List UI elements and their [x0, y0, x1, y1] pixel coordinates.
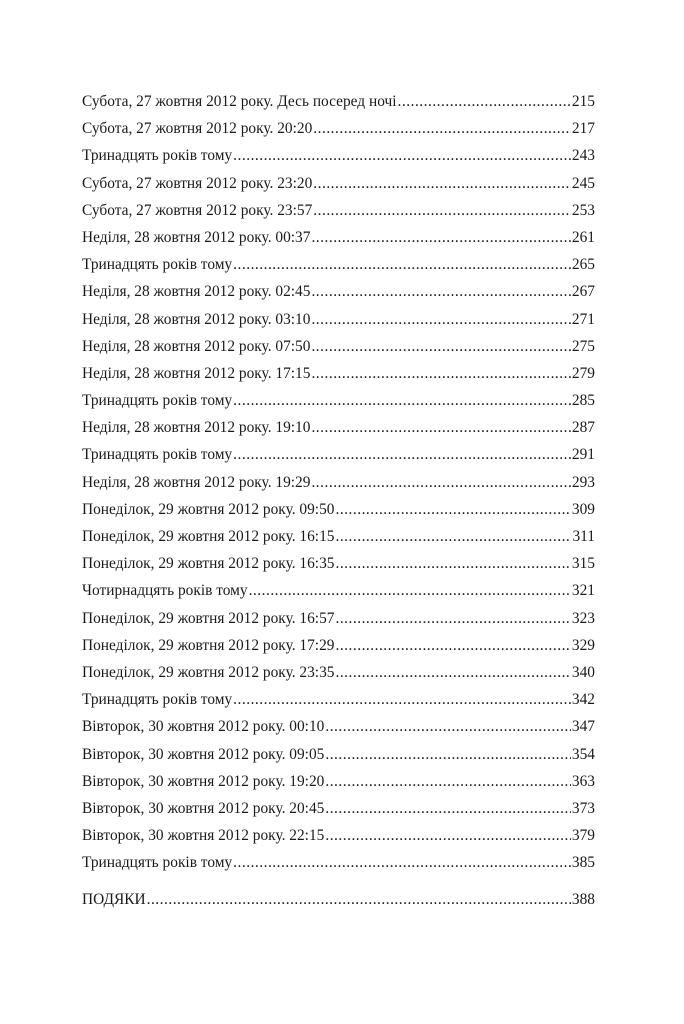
entry-title: Вівторок, 30 жовтня 2012 року. 19:20 [82, 772, 325, 790]
table-of-contents [82, 88, 595, 914]
dot-leader [335, 523, 571, 550]
toc-entry [82, 795, 595, 822]
entry-title: Субота, 27 жовтня 2012 року. 23:20 [82, 174, 313, 192]
toc-entry [82, 142, 595, 169]
toc-entry [82, 197, 595, 224]
entry-page-number: 275 [571, 337, 595, 355]
entry-title: Вівторок, 30 жовтня 2012 року. 22:15 [82, 827, 325, 845]
entry-page-number: 271 [571, 310, 595, 328]
dot-leader [311, 333, 570, 360]
entry-page-number: 245 [571, 174, 595, 192]
entry-title: Вівторок, 30 жовтня 2012 року. 00:10 [82, 718, 325, 736]
entry-page-number: 323 [571, 609, 595, 627]
dot-leader [233, 849, 571, 876]
dot-leader [325, 822, 571, 849]
entry-title: Чотирнадцять років тому [82, 582, 248, 600]
toc-entry [82, 496, 595, 523]
toc-entry [82, 550, 595, 577]
entry-title: ПОДЯКИ [82, 891, 146, 909]
toc-entry [82, 251, 595, 278]
entry-title: Тринадцять років тому [82, 691, 233, 709]
entry-page-number: 321 [571, 582, 595, 600]
toc-entry [82, 686, 595, 713]
toc-entry [82, 387, 595, 414]
toc-entry [82, 577, 595, 604]
entry-page-number: 388 [571, 891, 595, 909]
toc-entry [82, 306, 595, 333]
entry-title: Тринадцять років тому [82, 147, 233, 165]
dot-leader [335, 496, 570, 523]
entry-title: Неділя, 28 жовтня 2012 року. 19:29 [82, 473, 311, 491]
dot-leader [335, 605, 570, 632]
toc-entry [82, 333, 595, 360]
entry-title: Вівторок, 30 жовтня 2012 року. 20:45 [82, 799, 325, 817]
dot-leader [233, 251, 571, 278]
entry-page-number: 329 [571, 636, 595, 654]
entry-title: Понеділок, 29 жовтня 2012 року. 23:35 [82, 663, 335, 681]
dot-leader [311, 360, 570, 387]
dot-leader [311, 469, 570, 496]
entry-title: Понеділок, 29 жовтня 2012 року. 16:57 [82, 609, 335, 627]
entry-page-number: 309 [571, 500, 595, 518]
entry-page-number: 279 [571, 364, 595, 382]
dot-leader [325, 768, 571, 795]
entry-title: Неділя, 28 жовтня 2012 року. 17:15 [82, 364, 311, 382]
toc-entry [82, 469, 595, 496]
toc-entry [82, 605, 595, 632]
dot-leader [398, 88, 571, 115]
entry-title: Субота, 27 жовтня 2012 року. 23:57 [82, 201, 313, 219]
toc-entry [82, 88, 595, 115]
entry-page-number: 253 [571, 201, 595, 219]
entry-title: Неділя, 28 жовтня 2012 року. 02:45 [82, 283, 311, 301]
toc-entry [82, 224, 595, 251]
entry-page-number: 265 [571, 256, 595, 274]
section-spacer [82, 876, 595, 886]
entry-page-number: 373 [571, 799, 595, 817]
entry-page-number: 217 [571, 120, 595, 138]
entry-title: Тринадцять років тому [82, 256, 233, 274]
toc-entry [82, 441, 595, 468]
entry-title: Вівторок, 30 жовтня 2012 року. 09:05 [82, 745, 325, 763]
toc-entry [82, 741, 595, 768]
toc-entry [82, 659, 595, 686]
toc-entry [82, 768, 595, 795]
dot-leader [325, 713, 571, 740]
entry-title: Неділя, 28 жовтня 2012 року. 07:50 [82, 337, 311, 355]
entry-page-number: 261 [571, 228, 595, 246]
entry-page-number: 347 [571, 718, 595, 736]
toc-entry [82, 523, 595, 550]
toc-entry [82, 713, 595, 740]
dot-leader [311, 224, 570, 251]
entry-title: Неділя, 28 жовтня 2012 року. 19:10 [82, 419, 311, 437]
entry-title: Тринадцять років тому [82, 854, 233, 872]
entry-page-number: 215 [571, 93, 595, 110]
entry-page-number: 354 [571, 745, 595, 763]
entry-title: Субота, 27 жовтня 2012 року. 20:20 [82, 120, 313, 138]
entry-title: Тринадцять років тому [82, 446, 233, 464]
entry-page-number: 385 [571, 854, 595, 872]
dot-leader [325, 795, 571, 822]
entry-title: Субота, 27 жовтня 2012 року. Десь посеред ночі [82, 93, 397, 110]
toc-entry [82, 115, 595, 142]
entry-page-number: 285 [571, 392, 595, 410]
dot-leader [147, 886, 571, 913]
entry-page-number: 243 [571, 147, 595, 165]
dot-leader [335, 632, 570, 659]
entry-title: Понеділок, 29 жовтня 2012 року. 17:29 [82, 636, 335, 654]
entry-page-number: 340 [571, 663, 595, 681]
dot-leader [233, 142, 571, 169]
entry-page-number: 293 [571, 473, 595, 491]
entry-page-number: 287 [571, 419, 595, 437]
dot-leader [233, 686, 571, 713]
dot-leader [335, 659, 570, 686]
dot-leader [233, 441, 571, 468]
toc-entry [82, 849, 595, 876]
entry-page-number: 267 [571, 283, 595, 301]
toc-entry [82, 414, 595, 441]
toc-entry [82, 632, 595, 659]
dot-leader [233, 387, 571, 414]
entry-page-number: 363 [571, 772, 595, 790]
dot-leader [311, 414, 570, 441]
entry-title: Понеділок, 29 жовтня 2012 року. 09:50 [82, 500, 335, 518]
dot-leader [311, 306, 570, 333]
entry-page-number: 315 [571, 555, 595, 573]
toc-entry [82, 360, 595, 387]
entry-title: Понеділок, 29 жовтня 2012 року. 16:15 [82, 528, 335, 545]
toc-entry [82, 170, 595, 197]
dot-leader [325, 741, 571, 768]
entry-title: Понеділок, 29 жовтня 2012 року. 16:35 [82, 555, 335, 573]
dot-leader [335, 550, 570, 577]
dot-leader [313, 115, 571, 142]
toc-entry [82, 822, 595, 849]
entry-title: Неділя, 28 жовтня 2012 року. 00:37 [82, 228, 311, 246]
entry-title: Тринадцять років тому [82, 392, 233, 410]
dot-leader [249, 577, 571, 604]
entry-page-number: 311 [572, 528, 595, 545]
dot-leader [313, 170, 571, 197]
dot-leader [313, 197, 571, 224]
entry-page-number: 291 [571, 446, 595, 464]
dot-leader [311, 278, 570, 305]
toc-entry [82, 278, 595, 305]
entry-page-number: 342 [571, 691, 595, 709]
entry-page-number: 379 [571, 827, 595, 845]
entry-title: Неділя, 28 жовтня 2012 року. 03:10 [82, 310, 311, 328]
toc-entry-acknowledgements [82, 886, 595, 913]
